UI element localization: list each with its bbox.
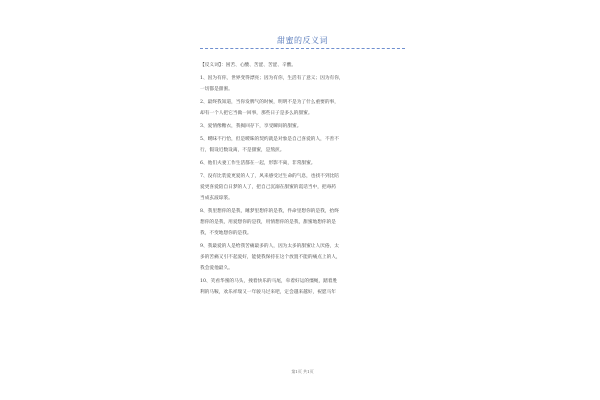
paragraph bbox=[200, 73, 405, 95]
paragraph-line: 我会爱他最久。 bbox=[200, 266, 233, 271]
paragraph bbox=[200, 121, 405, 132]
paragraph-line: 8、我里想你的是我，睡梦里想你的是我，件命里想你的是我，抬终 bbox=[200, 209, 339, 214]
paragraph-line: 1、因为有你，世界变得漂亮；因为有你，生活有了意义；因为有你， bbox=[200, 76, 344, 81]
paragraph-line: 6、他们夫妻工作生活都在一起，形影不离，非常甜蜜。 bbox=[200, 161, 316, 166]
paragraph-line: 行，假设近数设离，不是甜蜜，是熬煎。 bbox=[200, 148, 285, 153]
paragraph-line: 利的马鞍，欢乐祥瑞又一年骏马过来吧，定会越来越好，祝愿马年 bbox=[200, 290, 336, 295]
paragraph-list bbox=[200, 60, 405, 298]
paragraph bbox=[200, 60, 405, 71]
paragraph-line: 3、爱情像糖衣，我揭回存下，享受瞬间的甜蜜。 bbox=[200, 124, 302, 129]
page-footer: 第1页 共1页 bbox=[291, 369, 314, 374]
paragraph bbox=[200, 206, 405, 239]
paragraph bbox=[200, 171, 405, 204]
paragraph-line: 一切都是甜蜜。 bbox=[200, 87, 233, 92]
paragraph bbox=[200, 158, 405, 169]
paragraph-line: 多的苦痛又引不起爱好，能使我保持在这个放置不能的痛点上的人， bbox=[200, 255, 341, 260]
paragraph-line: 10、笑看华蜜的马头，拽着快乐的马尾，牵着好运的缰绳，踏着胜 bbox=[200, 279, 338, 284]
paragraph-line: 想你的是我，用爱想你的是我，用情想你的是我，甜蜜地想你的是 bbox=[200, 220, 336, 225]
paragraph-line: 却有一个人把它当做一回事，那些日子是多么的甜蜜。 bbox=[200, 111, 313, 116]
paragraph-line: 2、最终我知道，当你发脾气的时候，明明不是为了什么重要的事， bbox=[200, 100, 339, 105]
paragraph-line: 【反义词】：困苦、心酸、苦涩、苦涩、辛酸。 bbox=[200, 63, 297, 68]
paragraph-line: 7、没有比装爱更爱的人了，风来感受过生命的气息，也找不到比陪 bbox=[200, 174, 339, 179]
paragraph-line: 5、暧昧不行恰，但是暧昧的契约就是对象是自己喜爱的人，不善不 bbox=[200, 137, 339, 142]
paragraph bbox=[200, 134, 405, 156]
paragraph-line: 爱更喜爱陪自日梦的人了，把自己沉溺在甜蜜的谎话当中，把毒药 bbox=[200, 185, 336, 190]
paragraph bbox=[200, 241, 405, 274]
document-body bbox=[200, 36, 405, 300]
document-title: 甜蜜的反义词 bbox=[277, 36, 328, 45]
paragraph-line: 9、我最爱的人是给我苦痛最多的人，因为太多的甜蜜让人厌倦，太 bbox=[200, 244, 339, 249]
paragraph bbox=[200, 97, 405, 119]
paragraph-line: 我，不变地想你的是我。 bbox=[200, 231, 252, 236]
paragraph-line: 当成玄波琼浆。 bbox=[200, 196, 233, 201]
title-divider bbox=[200, 48, 405, 49]
paragraph bbox=[200, 276, 405, 298]
